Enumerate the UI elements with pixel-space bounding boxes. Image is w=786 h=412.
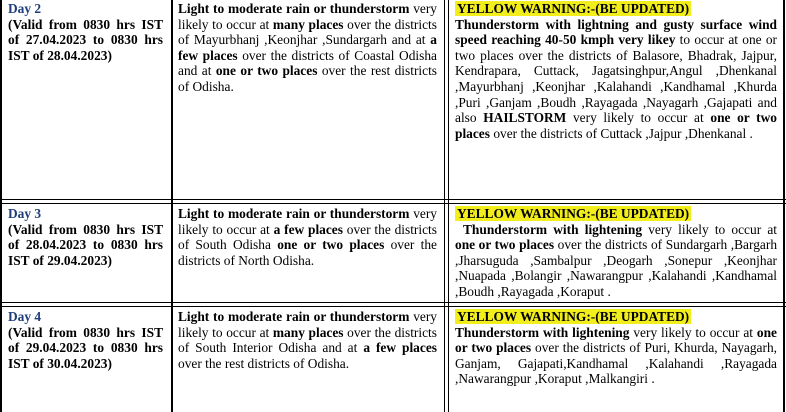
- warning-lead: Thunderstorm with lightening: [455, 324, 630, 340]
- warning-lead: Thunderstorm with lightening: [463, 221, 643, 237]
- row-rule-2b: [0, 306, 786, 307]
- forecast-text: over the districts of South Interior Odisha and at: [178, 324, 437, 356]
- forecast-lead: Light to moderate rain or thunderstorm: [178, 206, 410, 221]
- forecast-cell: [178, 309, 437, 371]
- forecast-text: over the districts of South Odisha: [178, 221, 437, 253]
- forecast-emphasis: one or two places: [215, 63, 318, 79]
- warning-emphasis: one or two places: [455, 324, 777, 356]
- forecast-text: over the districts of Mayurbhanj ,Keonjhar ,Sundargarh and at: [178, 16, 437, 48]
- warning-cell: [455, 1, 777, 141]
- forecast-emphasis: a few places: [178, 32, 437, 63]
- col-rule-1: [171, 0, 173, 412]
- validity-period: (Valid from 0830 hrs IST of 27.04.2023 to 0830 hrs IST of 28.04.2023): [8, 16, 163, 63]
- warning-text: to occur at one or two places over the districts of Balasore, Bhadrak, Jajpur, Kendrapara, Cuttack, Jagatsinghpur,Angul ,Dhenkanal ,Mayurbhanj ,Keonjhar ,Kalahandi ,Kandhamal ,Khurda ,Puri ,Ganjam ,Boudh ,Rayagada ,Nayagarh ,Gajapati and also: [455, 32, 777, 126]
- warning-text: over the districts of Puri, Khurda, Nayagarh, Ganjam, Gajapati,Kandhamal ,Kalahandi ,Rayagada ,Nawarangpur ,Koraput ,Malkangiri .: [455, 340, 777, 387]
- col-rule-right: [783, 0, 785, 412]
- forecast-emphasis: a few places: [363, 340, 437, 356]
- day-label: Day 3: [8, 206, 42, 221]
- forecast-lead: Light to moderate rain or thunderstorm: [178, 1, 410, 16]
- forecast-lead: Light to moderate rain or thunderstorm: [178, 309, 410, 324]
- day-cell: [8, 1, 163, 63]
- forecast-text: over the districts of North Odisha.: [178, 237, 438, 268]
- row-rule-2a: [0, 302, 786, 303]
- warning-lead: Thunderstorm with lightning and gusty surface wind speed reaching 40-50 kmph very likey: [455, 16, 777, 48]
- warning-text: over the districts of Cuttack ,Jajpur ,Dhenkanal .: [489, 125, 753, 141]
- forecast-text: very likely to occur at: [178, 1, 437, 32]
- warning-emphasis: HAILSTORM: [483, 110, 567, 126]
- yellow-warning-badge: YELLOW WARNING:-(BE UPDATED): [457, 206, 690, 221]
- warning-cell: [455, 309, 777, 387]
- day-label: Day 2: [8, 1, 42, 16]
- row-rule-1b: [0, 203, 786, 204]
- forecast-cell: [178, 206, 437, 268]
- forecast-emphasis: one or two places: [277, 237, 385, 253]
- yellow-warning-badge: YELLOW WARNING:-(BE UPDATED): [457, 309, 690, 324]
- col-rule-2: [444, 0, 445, 412]
- forecast-emphasis: many places: [272, 16, 344, 32]
- warning-emphasis: one or two places: [455, 237, 555, 253]
- warning-text: very likely to occur at: [566, 110, 711, 126]
- day-cell: [8, 206, 163, 268]
- yellow-warning-badge: YELLOW WARNING:-(BE UPDATED): [457, 1, 690, 16]
- warning-text: very likely to occur at: [642, 221, 777, 237]
- day-label: Day 4: [8, 309, 42, 324]
- col-rule-left: [0, 0, 2, 412]
- validity-period: (Valid from 0830 hrs IST of 28.04.2023 to 0830 hrs IST of 29.04.2023): [8, 221, 163, 268]
- validity-period: (Valid from 0830 hrs IST of 29.04.2023 to 0830 hrs IST of 30.04.2023): [8, 324, 163, 371]
- warning-emphasis: one or two places: [455, 110, 777, 141]
- forecast-text: very likely to occur at: [178, 206, 437, 237]
- day-cell: [8, 309, 163, 371]
- warning-text: over the districts of Sundargarh ,Bargarh ,Jharsuguda ,Sambalpur ,Deogarh ,Sonepur ,Keonjhar ,Nuapada ,Bolangir ,Nawarangpur ,Kalahandi ,Kandhamal ,Boudh ,Rayagada ,Koraput .: [455, 237, 778, 299]
- forecast-text: over the rest districts of Odisha.: [178, 63, 437, 94]
- row-rule-1a: [0, 199, 786, 200]
- warning-text: very likely to occur at: [629, 324, 757, 340]
- forecast-text: over the districts of Coastal Odisha and at: [178, 47, 437, 79]
- forecast-emphasis: many places: [272, 324, 344, 340]
- forecast-cell: [178, 1, 437, 95]
- forecast-emphasis: a few places: [273, 221, 343, 237]
- col-rule-3: [448, 0, 449, 412]
- forecast-text: very likely to occur at: [178, 309, 437, 340]
- warning-cell: [455, 206, 777, 300]
- forecast-text: over the rest districts of Odisha.: [178, 355, 350, 371]
